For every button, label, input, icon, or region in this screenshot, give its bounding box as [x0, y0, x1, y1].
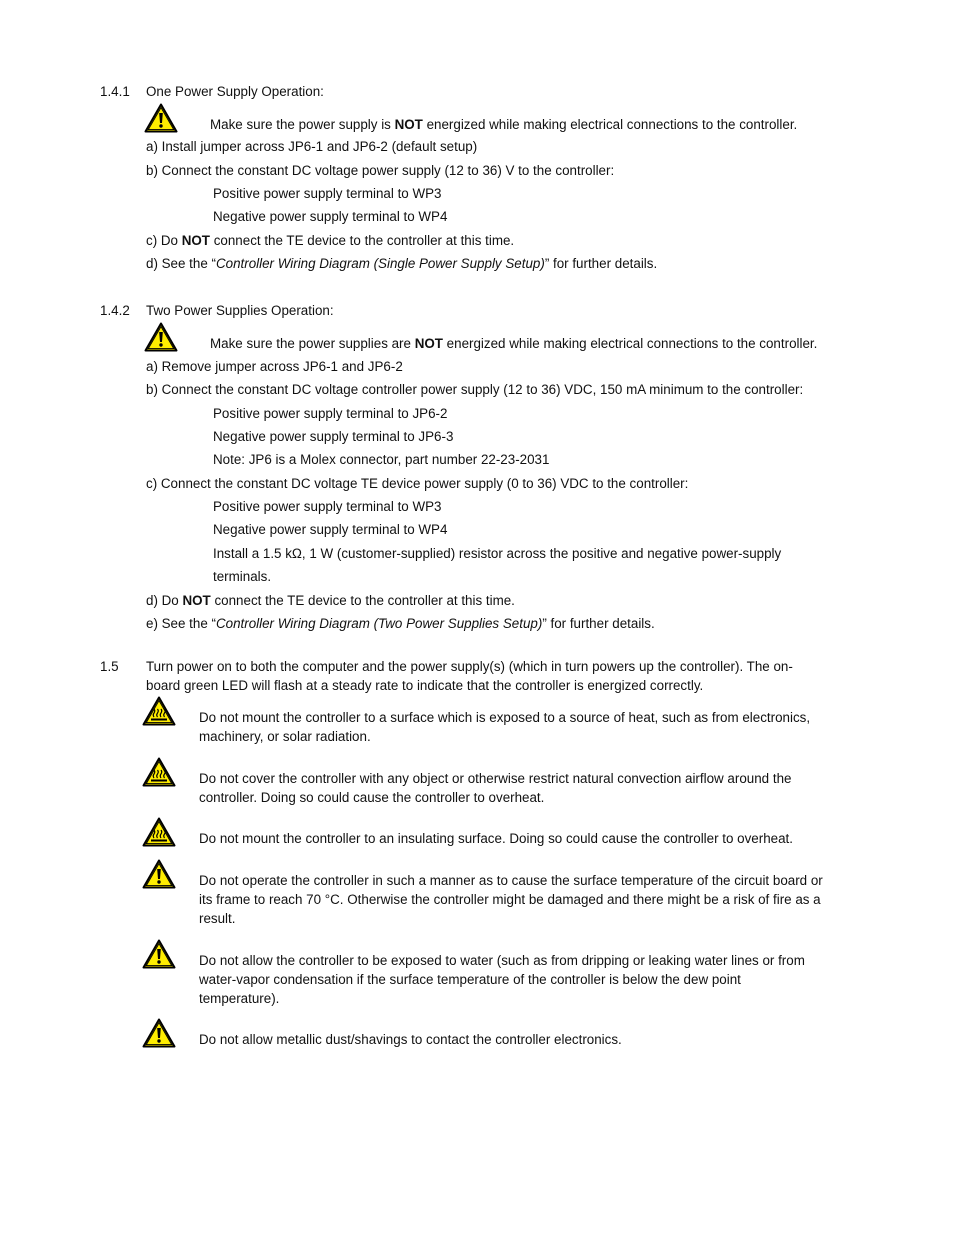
warning-line: Do not mount the controller to an insulating surface. Doing so could cause the controller to overheat.: [199, 831, 793, 846]
step-b-item: Positive power supply terminal to WP3: [213, 186, 442, 201]
step-b-item: Negative power supply terminal to JP6-3: [213, 429, 454, 444]
step-c-item: Install a 1.5 kΩ, 1 W (customer-supplied) resistor across the positive and negative power-supply: [213, 546, 782, 561]
warning-icon: [144, 103, 178, 133]
hot-surface-icon: [142, 757, 176, 787]
warning-line: temperature).: [199, 991, 280, 1006]
step-c: c) Do NOT connect the TE device to the controller at this time.: [146, 233, 515, 248]
section-number: 1.4.1: [100, 84, 130, 99]
step-c-item-cont: terminals.: [213, 569, 272, 584]
section-paragraph-line: board green LED will flash at a steady rate to indicate that the controller is energized correctly.: [146, 678, 704, 693]
warning-icon: [142, 859, 176, 889]
step-e: e) See the “Controller Wiring Diagram (Two Power Supplies Setup)” for further details.: [146, 616, 655, 631]
warning-icon: [144, 322, 178, 352]
warning-text: Make sure the power supplies are NOT energized while making electrical connections to the controller.: [210, 336, 818, 351]
step-b: b) Connect the constant DC voltage controller power supply (12 to 36) VDC, 150 mA minimum to the controller:: [146, 382, 804, 397]
warning-icon: [142, 939, 176, 969]
step-a: a) Install jumper across JP6-1 and JP6-2 (default setup): [146, 139, 478, 154]
step-d: d) See the “Controller Wiring Diagram (Single Power Supply Setup)” for further details.: [146, 256, 658, 271]
warning-line: Do not operate the controller in such a manner as to cause the surface temperature of the circuit board or: [199, 873, 823, 888]
warning-text: Make sure the power supply is NOT energized while making electrical connections to the controller.: [210, 117, 798, 132]
warning-line: Do not cover the controller with any object or otherwise restrict natural convection airflow around the: [199, 771, 792, 786]
step-b-item: Positive power supply terminal to JP6-2: [213, 406, 448, 421]
warning-line: controller. Doing so could cause the controller to overheat.: [199, 790, 545, 805]
section-number: 1.4.2: [100, 303, 130, 318]
step-c-item: Positive power supply terminal to WP3: [213, 499, 442, 514]
warning-line: machinery, or solar radiation.: [199, 729, 371, 744]
section-title: Two Power Supplies Operation:: [146, 303, 334, 318]
warning-icon: [142, 1018, 176, 1048]
step-d: d) Do NOT connect the TE device to the controller at this time.: [146, 593, 515, 608]
hot-surface-icon: [142, 696, 176, 726]
section-title: One Power Supply Operation:: [146, 84, 324, 99]
section-paragraph-line: Turn power on to both the computer and the power supply(s) (which in turn powers up the controller). The on-: [146, 659, 793, 674]
warning-line: its frame to reach 70 °C. Otherwise the controller might be damaged and there might be a risk of fire as a: [199, 892, 821, 907]
step-b-note: Note: JP6 is a Molex connector, part number 22-23-2031: [213, 452, 550, 467]
hot-surface-icon: [142, 817, 176, 847]
step-b: b) Connect the constant DC voltage power supply (12 to 36) V to the controller:: [146, 163, 615, 178]
section-number: 1.5: [100, 659, 119, 674]
step-c-item: Negative power supply terminal to WP4: [213, 522, 448, 537]
warning-line: Do not allow metallic dust/shavings to contact the controller electronics.: [199, 1032, 622, 1047]
warning-line: Do not allow the controller to be exposed to water (such as from dripping or leaking water lines or from: [199, 953, 805, 968]
step-a: a) Remove jumper across JP6-1 and JP6-2: [146, 359, 403, 374]
step-b-item: Negative power supply terminal to WP4: [213, 209, 448, 224]
warning-line: water-vapor condensation if the surface temperature of the controller is below the dew point: [199, 972, 741, 987]
warning-line: Do not mount the controller to a surface which is exposed to a source of heat, such as from electronics,: [199, 710, 811, 725]
step-c: c) Connect the constant DC voltage TE device power supply (0 to 36) VDC to the controller:: [146, 476, 689, 491]
warning-line: result.: [199, 911, 236, 926]
